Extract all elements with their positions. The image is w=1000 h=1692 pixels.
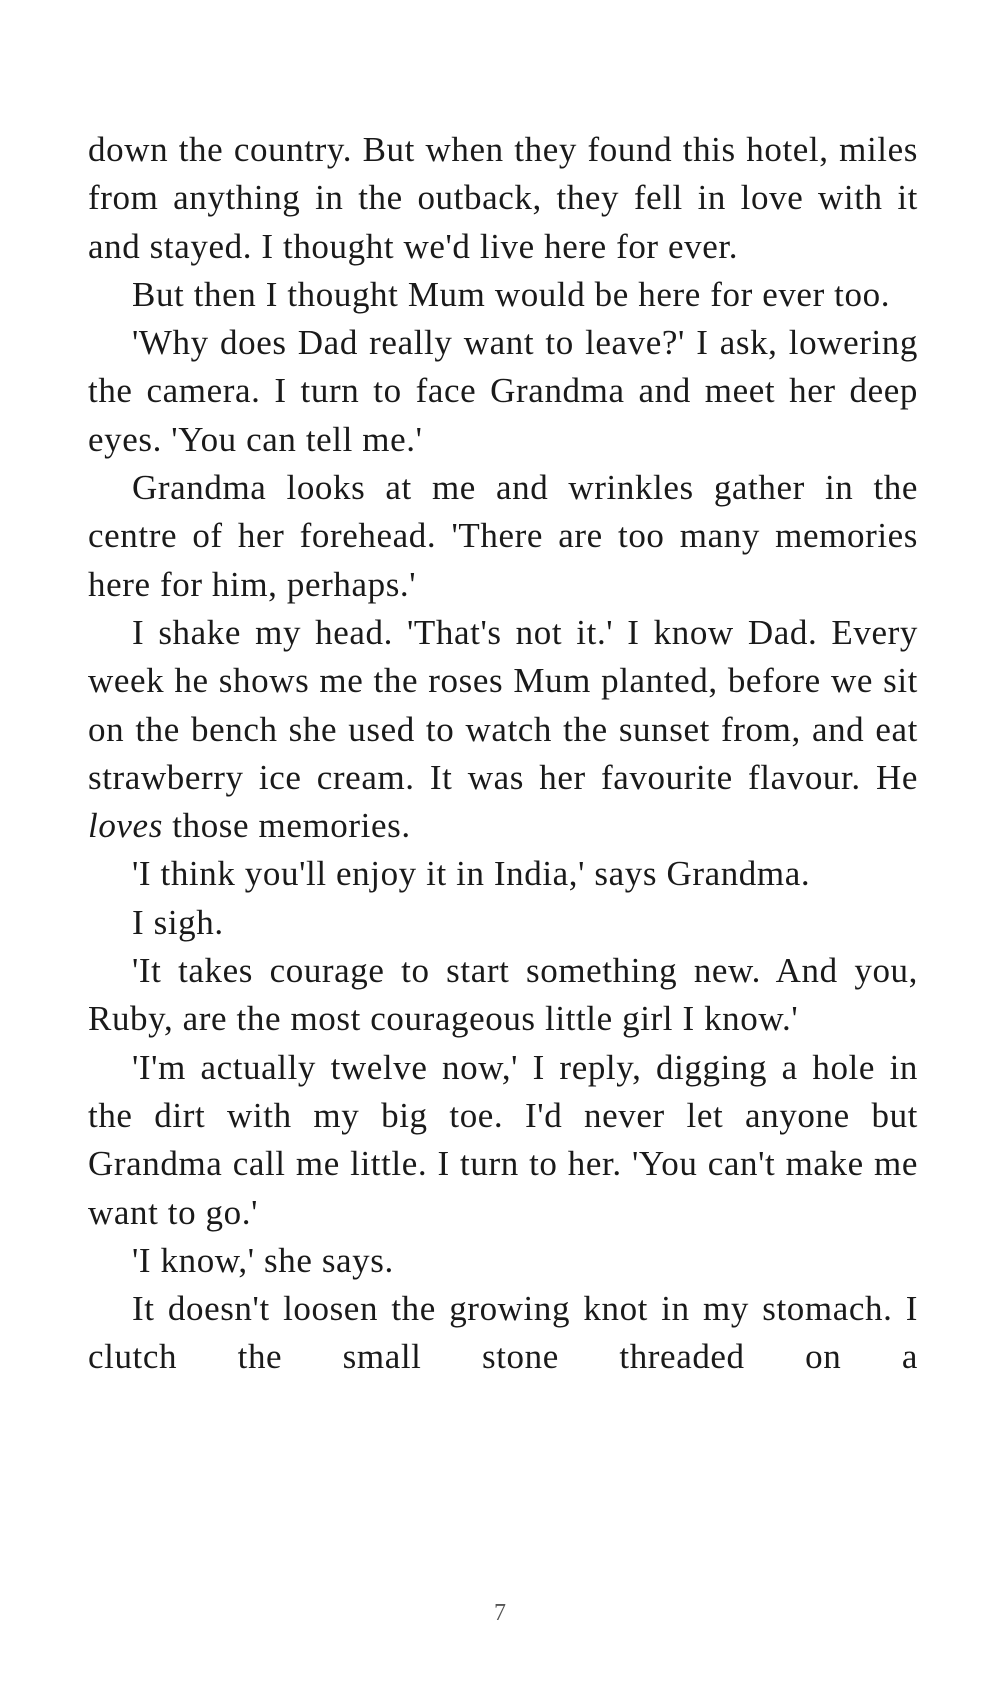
paragraph-7: I sigh. — [132, 902, 224, 942]
paragraph-10: 'I know,' she says. — [132, 1240, 394, 1280]
paragraph-9: 'I'm actually twelve now,' I reply, digging a hole in the dirt with my big toe. I'd never let anyone but Grandma call me little. I turn to her. 'You can't make me want to go.' — [88, 1047, 918, 1232]
paragraph-6: 'I think you'll enjoy it in India,' says Grandma. — [132, 854, 811, 894]
paragraph-11: It doesn't loosen the growing knot in my stomach. I clutch the small stone threaded on a — [88, 1289, 918, 1377]
body-text — [88, 126, 918, 1382]
paragraph-4: Grandma looks at me and wrinkles gather in the centre of her forehead. 'There are too many memories here for him, perhaps.' — [88, 468, 918, 604]
paragraph-5-text-after: those memories. — [162, 806, 411, 846]
paragraph-5 — [88, 609, 918, 850]
paragraph-2: But then I thought Mum would be here for ever too. — [132, 274, 891, 314]
paragraph-8: 'It takes courage to start something new. And you, Ruby, are the most courageous little girl I know.' — [88, 951, 918, 1039]
paragraph-3: 'Why does Dad really want to leave?' I ask, lowering the camera. I turn to face Grandma and meet her deep eyes. 'You can tell me.' — [88, 323, 918, 459]
paragraph-5-text-before: I shake my head. 'That's not it.' I know Dad. Every week he shows me the roses Mum planted, before we sit on the bench she used to watch the sunset from, and eat strawberry ice cream. It was her favourite flavour. He — [88, 612, 918, 797]
paragraph-1: down the country. But when they found this hotel, miles from anything in the outback, they fell in love with it and stayed. I thought we'd live here for ever. — [88, 130, 918, 266]
paragraph-5-emphasis: loves — [88, 806, 163, 846]
page-number: 7 — [494, 1600, 506, 1626]
